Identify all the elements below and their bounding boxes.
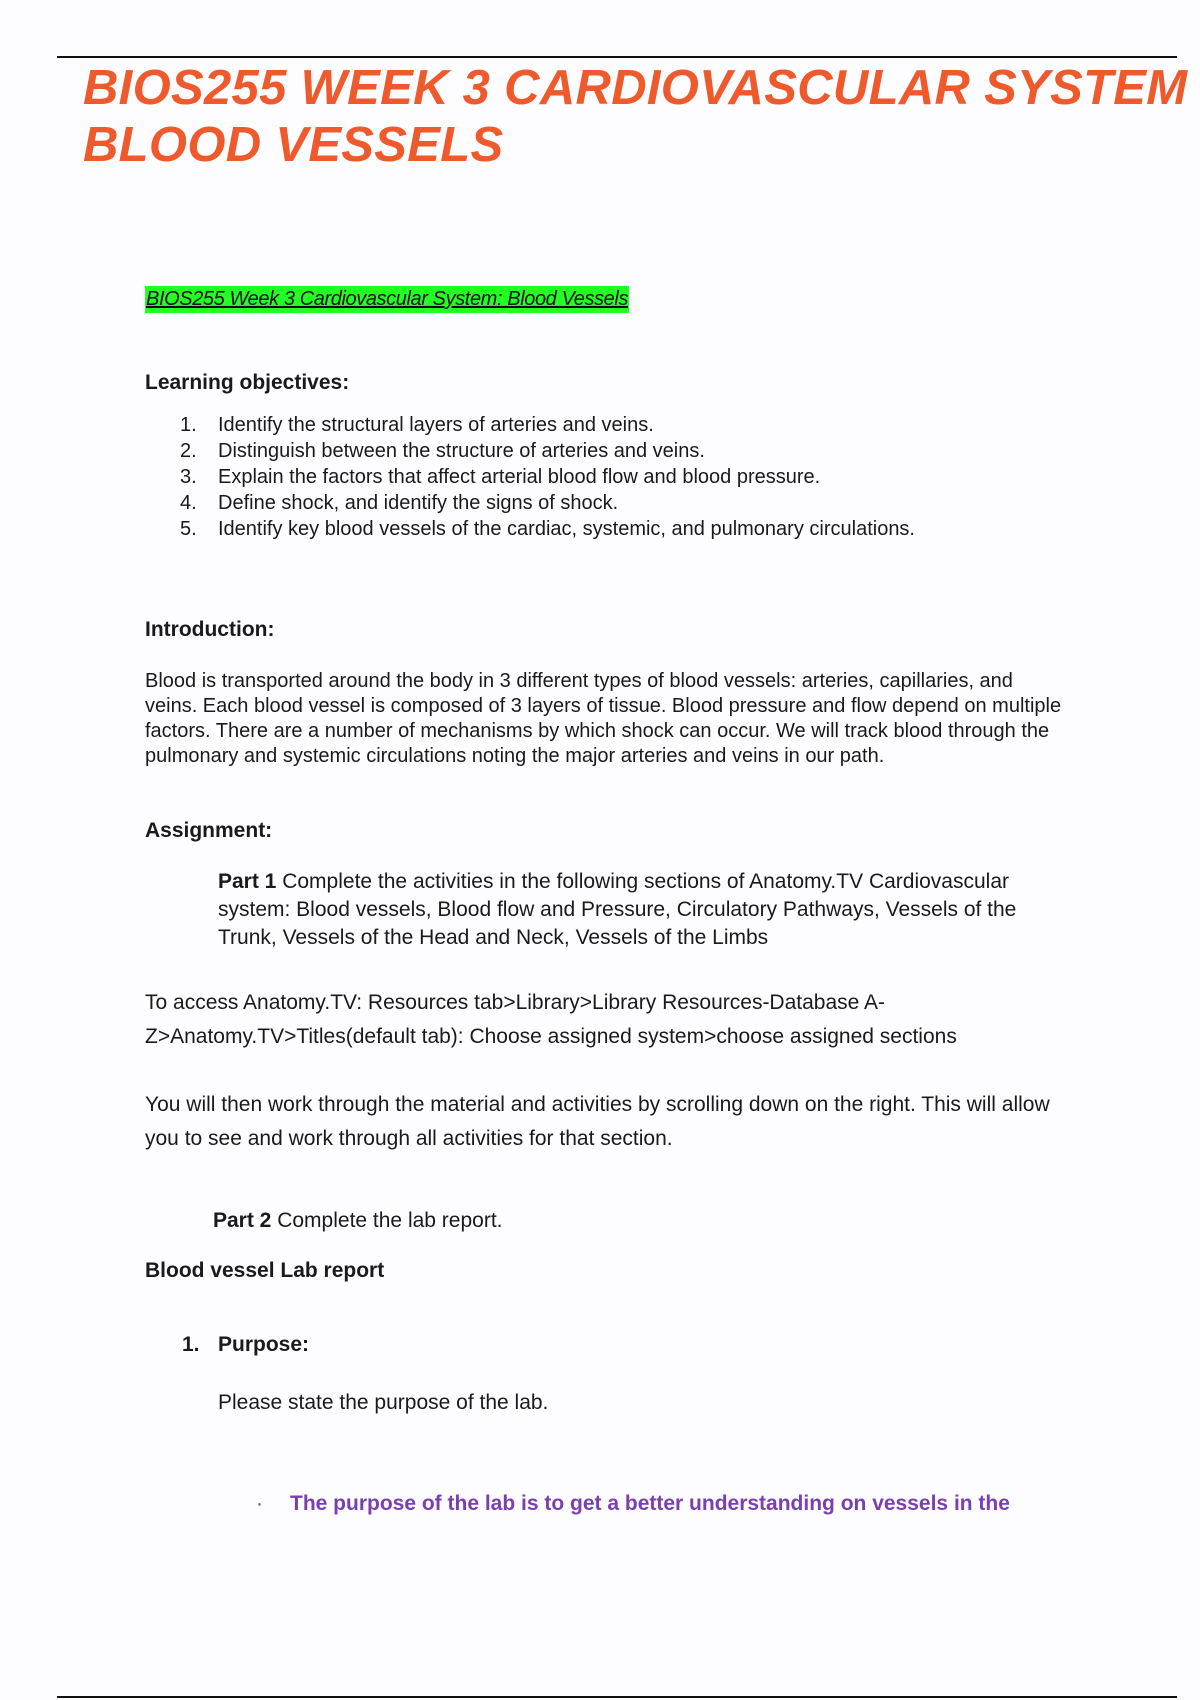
- document-title-line-1: BIOS255 WEEK 3 CARDIOVASCULAR SYSTEM: [83, 61, 1188, 115]
- part2-text: Complete the lab report.: [271, 1209, 503, 1232]
- list-item: 4. Define shock, and identify the signs of shock.: [180, 492, 619, 514]
- bottom-rule: [57, 1696, 1177, 1698]
- purpose-heading: 1. Purpose:: [182, 1333, 310, 1356]
- assignment-heading: Assignment:: [145, 819, 273, 842]
- list-item: 5. Identify key blood vessels of the cardiac, systemic, and pulmonary circulations.: [180, 518, 915, 540]
- introduction-heading: Introduction:: [145, 618, 275, 641]
- part2-paragraph: [213, 1207, 503, 1235]
- part1-label: Part 1: [218, 870, 277, 893]
- list-item: 3. Explain the factors that affect arterial blood flow and blood pressure.: [180, 466, 821, 488]
- purpose-answer: [256, 1490, 1010, 1518]
- highlighted-subtitle: BIOS255 Week 3 Cardiovascular System: Blood Vessels: [145, 286, 629, 313]
- top-rule: [57, 56, 1177, 58]
- part2-label: Part 2: [213, 1209, 272, 1232]
- learning-objectives-heading: Learning objectives:: [145, 371, 350, 394]
- introduction-paragraph: Blood is transported around the body in 3 different types of blood vessels: arteries, capillaries, and veins. Each blood vessel is composed of 3 layers of tissue. Blood pressure and flow depend on multiple factors. There are a number of mechanisms by which shock can occur. We will track blood through the pulmonary and systemic circulations noting the major arteries and veins in our path.: [145, 670, 1062, 767]
- work-through-instructions: You will then work through the material and activities by scrolling down on the right. This will allow you to see and work through all activities for that section.: [145, 1093, 1050, 1150]
- document-title-line-2: BLOOD VESSELS: [83, 118, 504, 172]
- part1-paragraph: [218, 868, 1078, 952]
- purpose-prompt: Please state the purpose of the lab.: [218, 1391, 549, 1414]
- bullet-icon: ·: [256, 1492, 263, 1515]
- access-instructions: To access Anatomy.TV: Resources tab>Library>Library Resources-Database A-Z>Anatomy.TV>Titles(default tab): Choose assigned system>choose assigned sections: [145, 991, 957, 1048]
- list-item: 1. Identify the structural layers of arteries and veins.: [180, 414, 654, 436]
- list-item: 2. Distinguish between the structure of arteries and veins.: [180, 440, 705, 462]
- learning-objectives-list: [180, 412, 915, 542]
- purpose-answer-text: The purpose of the lab is to get a better understanding on vessels in the: [290, 1492, 1010, 1515]
- part1-text: Complete the activities in the following sections of Anatomy.TV Cardiovascular system: Blood vessels, Blood flow and Pressure, Circulatory Pathways, Vessels of the Trunk, Vessels of the Head and Neck, Vessels of the Limbs: [218, 870, 1017, 949]
- lab-report-heading: Blood vessel Lab report: [145, 1259, 385, 1282]
- document-title: [83, 60, 1193, 174]
